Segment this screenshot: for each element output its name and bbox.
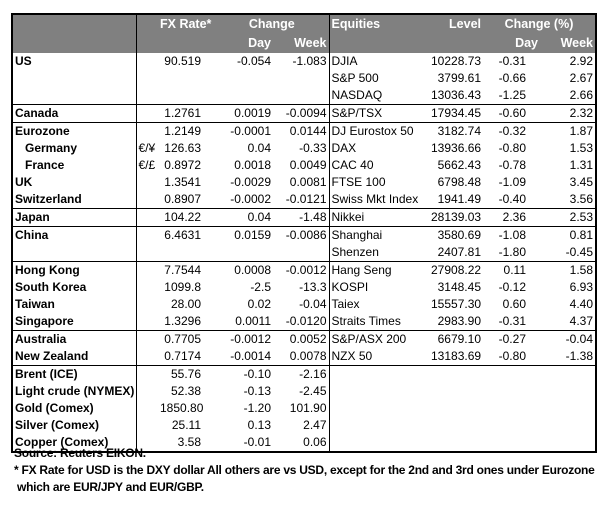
equity-change-day — [483, 417, 540, 434]
equity-level: 27908.22 — [431, 263, 482, 277]
equity-level — [429, 366, 483, 384]
table-row — [12, 296, 596, 313]
equity-level: 13036.43 — [431, 88, 482, 102]
equity-change-day: 0.11 — [483, 262, 540, 280]
fx-rate: 104.22 — [158, 209, 215, 227]
header-eq-week: Week — [540, 34, 596, 53]
equity-change-week: 2.32 — [540, 105, 596, 123]
fx-change-week: -0.0086 — [273, 227, 329, 245]
table-row — [12, 105, 596, 123]
row-name: Brent (ICE) — [12, 366, 136, 384]
equity-change-day: -1.09 — [498, 175, 526, 189]
fx-symbol — [136, 366, 158, 384]
footer — [14, 445, 609, 496]
row-name: Light crude (NYMEX) — [15, 384, 135, 398]
fx-rate: 1.3296 — [164, 314, 201, 328]
equity-name: Swiss Mkt Index — [329, 191, 429, 209]
row-name: Singapore — [15, 314, 74, 328]
equity-level: 28139.03 — [429, 209, 483, 227]
fx-change-week: 2.47 — [303, 418, 327, 432]
equity-change-day: -0.80 — [498, 141, 526, 155]
row-name: Taiwan — [15, 297, 55, 311]
fx-change-week: -1.083 — [292, 54, 327, 68]
fx-symbol — [136, 244, 158, 262]
equity-change-day: -0.66 — [498, 71, 526, 85]
equity-level — [429, 400, 483, 417]
table-row — [12, 262, 596, 280]
fx-symbol: €/£ — [136, 157, 158, 174]
row-name: Copper (Comex) — [15, 435, 109, 449]
equity-name — [329, 366, 429, 384]
equity-level: 1941.49 — [437, 192, 481, 206]
fx-change-day: 0.0008 — [215, 262, 273, 280]
equity-change-week: 2.67 — [569, 71, 593, 85]
fx-rate: 0.7705 — [158, 331, 215, 349]
equity-change-week: 3.56 — [569, 192, 593, 206]
row-name: UK — [15, 175, 33, 189]
fx-change-day: 0.13 — [247, 418, 271, 432]
equity-level: 3148.45 — [437, 280, 481, 294]
fx-rate: 25.11 — [171, 418, 201, 432]
equity-change-week: 1.53 — [569, 141, 593, 155]
row-name: New Zealand — [15, 349, 89, 363]
row-name: Silver (Comex) — [15, 418, 100, 432]
equity-change-week: 4.37 — [569, 314, 593, 328]
fx-rate: 126.63 — [164, 141, 201, 155]
fx-change-week: -0.0120 — [285, 314, 327, 328]
equity-change-week: 0.81 — [540, 227, 596, 245]
equity-name: NZX 50 — [329, 348, 429, 366]
fx-rate: 1099.8 — [164, 280, 201, 294]
equity-name: DJ Eurostox 50 — [329, 123, 429, 141]
equity-name: Shenzen — [329, 244, 429, 262]
fx-rate: 52.38 — [170, 384, 201, 398]
header-change: Change — [215, 14, 329, 34]
fx-change-week: 101.90 — [289, 401, 327, 415]
equity-change-week: 3.45 — [569, 175, 593, 189]
equity-name: CAC 40 — [329, 157, 429, 174]
equity-change-week: 6.93 — [569, 280, 593, 294]
equity-change-week: 1.58 — [540, 262, 596, 280]
fx-change-week: -0.0012 — [273, 262, 329, 280]
equity-level: 2983.90 — [437, 314, 481, 328]
fx-change-week: 0.06 — [303, 435, 327, 449]
fx-change-week: 0.0081 — [289, 175, 327, 189]
equity-change-week: -1.38 — [565, 349, 593, 363]
equity-level: 17934.45 — [429, 105, 483, 123]
equity-level: 15557.30 — [431, 297, 482, 311]
fx-change-day: -0.0014 — [230, 349, 271, 363]
row-name: Gold (Comex) — [15, 401, 94, 415]
fx-change-week: 0.0078 — [289, 349, 327, 363]
row-name: US — [15, 54, 32, 68]
fx-change-week: -0.0121 — [285, 192, 327, 206]
equity-change-day: 0.60 — [502, 297, 526, 311]
fx-symbol — [136, 227, 158, 245]
fx-change-day: 0.04 — [215, 209, 273, 227]
footnote-line-1: * FX Rate for USD is the DXY dollar All others are vs USD, except for the 2nd and 3rd ones under Eurozone — [14, 463, 595, 477]
row-name: Germany — [25, 141, 78, 155]
fx-change-week: -0.0094 — [273, 105, 329, 123]
equity-name: NASDAQ — [329, 87, 429, 105]
table-row — [12, 140, 596, 157]
fx-change-week — [273, 87, 329, 105]
row-name — [12, 244, 136, 262]
equity-change-week: -0.45 — [565, 245, 593, 259]
equity-change-day — [483, 400, 540, 417]
fx-change-day: -0.0001 — [215, 123, 273, 141]
fx-symbol — [136, 209, 158, 227]
fx-change-day: 0.0011 — [235, 314, 271, 328]
fx-rate: 7.7544 — [158, 262, 215, 280]
fx-change-day: 0.02 — [247, 297, 271, 311]
fx-change-day — [215, 70, 273, 87]
row-name: Australia — [12, 331, 136, 349]
equity-level: 6798.48 — [437, 175, 481, 189]
header-eq-day: Day — [483, 34, 540, 53]
equity-level — [429, 417, 483, 434]
fx-rate: 28.00 — [170, 297, 201, 311]
equity-change-day: -0.31 — [498, 54, 526, 68]
equity-change-day: -0.78 — [498, 158, 526, 172]
fx-change-day — [215, 87, 273, 105]
table-row — [12, 123, 596, 141]
header-day: Day — [215, 34, 273, 53]
equity-name — [329, 417, 429, 434]
fx-rate — [158, 87, 215, 105]
equity-name: Taiex — [329, 296, 429, 313]
row-name: China — [12, 227, 136, 245]
fx-change-week — [273, 70, 329, 87]
table-row — [12, 417, 596, 434]
equity-change-day: -0.40 — [498, 192, 526, 206]
fx-change-day: -0.0029 — [230, 175, 271, 189]
equity-change-day: -0.31 — [498, 314, 526, 328]
equity-name: KOSPI — [329, 279, 429, 296]
equity-name — [329, 400, 429, 417]
row-name — [12, 70, 136, 87]
fx-change-day: -0.10 — [215, 366, 273, 384]
fx-change-week: -13.3 — [299, 280, 327, 294]
fx-rate: 0.7174 — [164, 349, 201, 363]
equity-change-day: 2.36 — [483, 209, 540, 227]
equity-change-day: -1.25 — [498, 88, 526, 102]
table-row — [12, 348, 596, 366]
fx-change-week: -2.45 — [299, 384, 327, 398]
equity-level: 3580.69 — [429, 227, 483, 245]
fx-change-day: 0.0159 — [215, 227, 273, 245]
equity-name: Hang Seng — [329, 262, 429, 280]
header-week: Week — [273, 34, 329, 53]
table-row — [12, 331, 596, 349]
fx-symbol — [136, 383, 158, 400]
equity-change-week: 1.87 — [540, 123, 596, 141]
equity-change-day: -1.08 — [483, 227, 540, 245]
fx-symbol — [136, 191, 158, 209]
row-name: Hong Kong — [12, 262, 136, 280]
equity-name: S&P/ASX 200 — [329, 331, 429, 349]
table-row — [12, 53, 596, 70]
fx-change-day: -0.13 — [243, 384, 271, 398]
fx-rate: 3.58 — [177, 435, 201, 449]
fx-rate — [158, 244, 215, 262]
fx-change-week: 0.0144 — [273, 123, 329, 141]
fx-change-day: -2.5 — [250, 280, 271, 294]
equity-change-day: -0.60 — [483, 105, 540, 123]
equity-level: 5662.43 — [437, 158, 481, 172]
table-row — [12, 244, 596, 262]
fx-symbol — [136, 105, 158, 123]
header-fx-rate: FX Rate* — [158, 14, 215, 34]
row-name: Japan — [12, 209, 136, 227]
equity-change-day — [483, 383, 540, 400]
fx-rate: 6.4631 — [158, 227, 215, 245]
fx-rate: 0.8907 — [164, 192, 201, 206]
equity-change-week — [540, 417, 596, 434]
fx-symbol — [136, 70, 158, 87]
fx-change-day: 0.04 — [247, 141, 271, 155]
fx-change-week — [273, 244, 329, 262]
fx-symbol — [136, 262, 158, 280]
table-row — [12, 70, 596, 87]
footnote-line-2: which are EUR/JPY and EUR/GBP. — [17, 480, 204, 494]
equity-level: 6679.10 — [429, 331, 483, 349]
equity-change-day: -1.80 — [498, 245, 526, 259]
fx-change-week: -1.48 — [273, 209, 329, 227]
equity-name: S&P 500 — [329, 70, 429, 87]
equity-name — [329, 383, 429, 400]
equity-change-week — [540, 400, 596, 417]
fx-symbol — [136, 313, 158, 331]
fx-symbol — [136, 174, 158, 191]
table-row — [12, 366, 596, 384]
equity-level: 3799.61 — [437, 71, 481, 85]
equity-change-week: 2.92 — [569, 54, 593, 68]
equity-change-week: -0.04 — [540, 331, 596, 349]
table-row — [12, 157, 596, 174]
equity-change-week: 1.31 — [569, 158, 593, 172]
equity-level — [429, 383, 483, 400]
table-row — [12, 174, 596, 191]
fx-symbol: €/¥ — [136, 140, 158, 157]
table-row — [12, 191, 596, 209]
equity-change-day: -0.32 — [483, 123, 540, 141]
fx-rate: 0.8972 — [164, 158, 201, 172]
table-row — [12, 400, 596, 417]
equity-change-day: -0.80 — [498, 349, 526, 363]
fx-rate: 55.76 — [158, 366, 215, 384]
fx-rate: 1.3541 — [164, 175, 201, 189]
fx-change-week: -0.04 — [299, 297, 327, 311]
fx-change-week: -0.33 — [299, 141, 327, 155]
equity-name: Straits Times — [329, 313, 429, 331]
fx-change-day: 0.0019 — [215, 105, 273, 123]
fx-change-day: -0.01 — [243, 435, 271, 449]
table-row — [12, 209, 596, 227]
equity-name: S&P/TSX — [329, 105, 429, 123]
fx-change-day: -0.0012 — [215, 331, 273, 349]
equity-name: DAX — [329, 140, 429, 157]
header-equities: Equities — [329, 14, 429, 34]
market-table — [11, 13, 597, 453]
row-name: France — [25, 158, 65, 172]
fx-change-day: -0.054 — [236, 54, 271, 68]
equity-change-week: 2.66 — [569, 88, 593, 102]
source-note: Source: Reuters EIKON. — [14, 446, 146, 460]
fx-symbol — [136, 87, 158, 105]
header-level: Level — [429, 14, 483, 34]
table-row — [12, 227, 596, 245]
fx-symbol — [136, 279, 158, 296]
fx-rate: 90.519 — [164, 54, 201, 68]
equity-change-day: -0.27 — [483, 331, 540, 349]
fx-change-day: -0.0002 — [230, 192, 271, 206]
equity-name: Nikkei — [329, 209, 429, 227]
equity-change-week: 2.53 — [540, 209, 596, 227]
row-name: South Korea — [15, 280, 87, 294]
equity-change-week — [540, 383, 596, 400]
row-name — [12, 87, 136, 105]
equity-change-week — [540, 366, 596, 384]
equity-change-week: 4.40 — [569, 297, 593, 311]
table-row — [12, 87, 596, 105]
equity-name: Shanghai — [329, 227, 429, 245]
equity-name: FTSE 100 — [329, 174, 429, 191]
fx-symbol — [136, 123, 158, 141]
fx-change-day: 0.0018 — [234, 158, 271, 172]
equity-change-day — [483, 366, 540, 384]
fx-change-week: 0.0049 — [289, 158, 327, 172]
fx-rate: 1.2149 — [158, 123, 215, 141]
table-row — [12, 279, 596, 296]
fx-change-day — [215, 244, 273, 262]
fx-symbol — [136, 417, 158, 434]
table-row — [12, 383, 596, 400]
header-change-pct: Change (%) — [483, 14, 596, 34]
fx-rate: 1850.80 — [160, 401, 204, 415]
equity-level: 2407.81 — [437, 245, 481, 259]
equity-level: 10228.73 — [431, 54, 482, 68]
equity-name: DJIA — [329, 53, 429, 70]
row-name: Switzerland — [15, 192, 82, 206]
fx-rate — [158, 70, 215, 87]
fx-symbol — [136, 296, 158, 313]
fx-symbol — [136, 53, 158, 70]
equity-change-day: -0.12 — [498, 280, 526, 294]
equity-level: 3182.74 — [429, 123, 483, 141]
fx-change-week: 0.0052 — [273, 331, 329, 349]
fx-symbol — [136, 331, 158, 349]
fx-symbol — [136, 400, 158, 417]
fx-rate: 1.2761 — [158, 105, 215, 123]
fx-change-week: -2.16 — [273, 366, 329, 384]
table-row — [12, 313, 596, 331]
row-name: Eurozone — [12, 123, 136, 141]
equity-level: 13936.66 — [431, 141, 482, 155]
fx-change-day: -1.20 — [243, 401, 271, 415]
equity-level: 13183.69 — [431, 349, 482, 363]
row-name: Canada — [12, 105, 136, 123]
fx-symbol — [136, 348, 158, 366]
